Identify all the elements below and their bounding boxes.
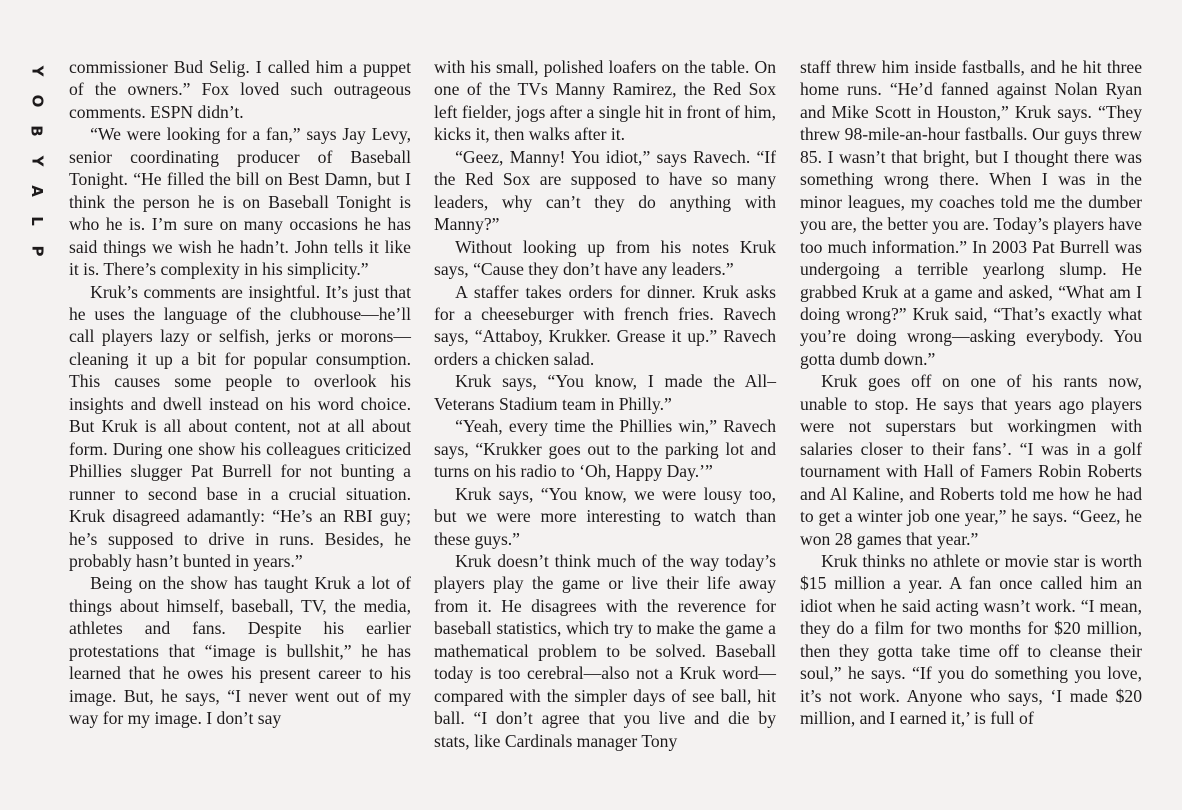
paragraph: A staffer takes orders for dinner. Kruk asks for a cheeseburger with french fries. Ravech says, “Attaboy, Krukker. Grease it up.” Ravech orders a chicken salad.	[434, 281, 776, 369]
paragraph: Being on the show has taught Kruk a lot of things about himself, baseball, TV, the media, athletes and fans. Despite his earlier protestations that “image is bullshit,” he has learned that he owes his present career to his image. But, he says, “I never went out of my way for my image. I don’t say	[69, 573, 411, 729]
paragraph: “Geez, Manny! You idiot,” says Ravech. “If the Red Sox are supposed to have so many leaders, why can’t they do anything with Manny?”	[434, 146, 776, 235]
sidebar-letter: L	[28, 216, 46, 226]
sidebar-letter: P	[28, 245, 46, 257]
article-column-1	[69, 56, 411, 730]
paragraph: with his small, polished loafers on the table. On one of the TVs Manny Ramirez, the Red Sox left fielder, jogs after a single hit in front of him, kicks it, then walks after it.	[434, 57, 776, 145]
sidebar-letter: O	[27, 94, 46, 108]
paragraph: staff threw him inside fastballs, and he hit three home runs. “He’d fanned against Nolan Ryan and Mike Scott in Houston,” Kruk says. “They threw 98-mile-an-hour fastballs. Our guys threw 85. I wasn’t that bright, but I thought there was something wrong there. When I was in the minor leagues, my coaches told me the dumber you are, the better you are. Today’s players have too much information.” In 2003 Pat Burrell was undergoing a terrible yearlong slump. He grabbed Kruk at a game and asked, “What am I doing wrong?” Kruk said, “That’s exactly what you’re doing wrong—asking everybody. You gotta dumb down.”	[800, 57, 1142, 369]
magazine-sidebar-logo	[22, 56, 52, 266]
paragraph: Kruk says, “You know, I made the All–Veterans Stadium team in Philly.”	[434, 371, 776, 414]
paragraph: “We were looking for a fan,” says Jay Levy, senior coordinating producer of Baseball Tonight. “He filled the bill on Best Damn, but I think the person he is on Baseball Tonight is who he is. I’m sure on many occasions he has said things we wish he hadn’t. John tells it like it is. There’s complexity in his simplicity.”	[69, 124, 411, 280]
article-column-3	[800, 56, 1142, 730]
paragraph: Kruk thinks no athlete or movie star is worth $15 million a year. A fan once called him an idiot when he said acting wasn’t work. “I mean, they do a film for two months for $20 million, then they gotta take time off to cleanse their soul,” he says. “If you do something you love, it’s not work. Anyone who says, ‘I made $20 million, and I earned it,’ is full of	[800, 550, 1142, 729]
paragraph: Kruk’s comments are insightful. It’s just that he uses the language of the clubhouse—he’ll call players lazy or selfish, jerks or morons—cleaning it up a bit for popular consumption. This causes some people to overlook his insights and dwell instead on his word choice. But Kruk is all about content, not at all about form. During one show his colleagues criticized Phillies slugger Pat Burrell for not bunting a runner to second base in a crucial situation. Kruk disagreed adamantly: “He’s an RBI guy; he’s supposed to drive in runs. Besides, he probably hasn’t bunted in years.”	[69, 281, 411, 571]
sidebar-letter: B	[28, 125, 46, 137]
paragraph: “Yeah, every time the Phillies win,” Ravech says, “Krukker goes out to the parking lot and turns on his radio to ‘Oh, Happy Day.’”	[434, 416, 776, 482]
article-column-2	[434, 56, 776, 752]
sidebar-letter: Y	[28, 65, 46, 77]
paragraph: Kruk says, “You know, we were lousy too, but we were more interesting to watch than these guys.”	[434, 483, 776, 549]
sidebar-letter: A	[27, 185, 46, 197]
paragraph: commissioner Bud Selig. I called him a puppet of the owners.” Fox loved such outrageous comments. ESPN didn’t.	[69, 57, 411, 122]
sidebar-letter: Y	[28, 155, 46, 167]
paragraph: Kruk doesn’t think much of the way today’s players play the game or live their life away from it. He disagrees with the reverence for baseball statistics, which try to make the game a mathematical problem to be solved. Baseball today is too cerebral—also not a Kruk word—compared with the simpler days of see ball, hit ball. “I don’t agree that you live and die by stats, like Cardinals manager Tony	[434, 550, 776, 751]
paragraph: Without looking up from his notes Kruk says, “Cause they don’t have any leaders.”	[434, 236, 776, 280]
paragraph: Kruk goes off on one of his rants now, unable to stop. He says that years ago players were not superstars but workingmen with salaries closer to their fans’. “I was in a golf tournament with Hall of Famers Robin Roberts and Al Kaline, and Roberts told me how he had to get a winter job one year,” he says. “Geez, he won 28 games that year.”	[800, 371, 1142, 549]
